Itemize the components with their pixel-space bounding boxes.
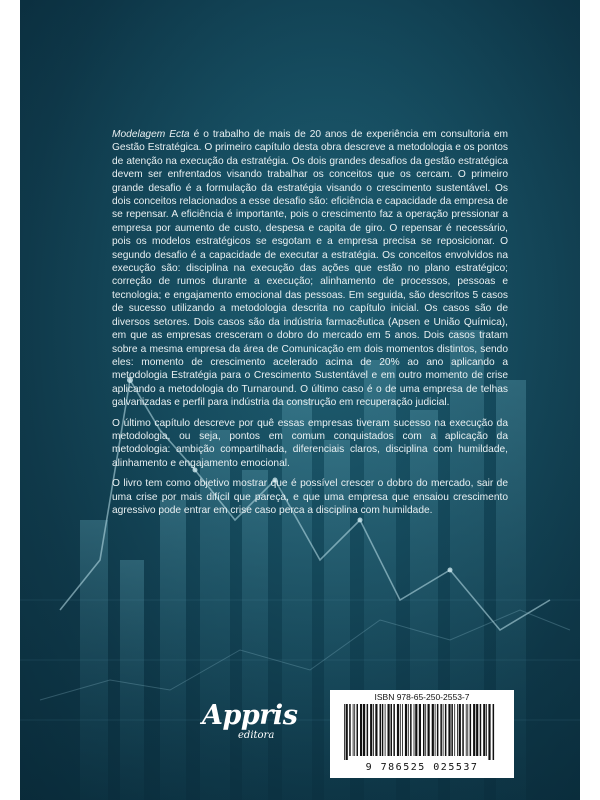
barcode-bar — [440, 704, 442, 756]
blurb-paragraph-1 — [112, 128, 508, 410]
barcode-bar — [480, 704, 482, 756]
barcode-bar — [451, 704, 453, 756]
barcode-bar — [466, 704, 467, 756]
barcode-bar — [415, 704, 417, 756]
barcode-bar — [462, 704, 464, 756]
barcode-bar — [476, 704, 478, 756]
barcode-bar — [483, 704, 485, 756]
barcode-bar — [375, 704, 377, 756]
barcode-bar — [349, 704, 351, 756]
barcode-bar — [360, 704, 362, 756]
barcode-bar — [402, 704, 403, 756]
barcode-bar — [448, 704, 450, 756]
barcode-bars — [342, 704, 502, 760]
barcode-bar — [393, 704, 395, 756]
barcode-bar — [373, 704, 374, 756]
barcode-bar — [437, 704, 439, 756]
barcode-bar — [428, 704, 430, 756]
barcode-bar — [397, 704, 399, 756]
barcode-bar — [380, 704, 382, 756]
barcode-bar — [425, 704, 426, 756]
publisher-subtitle: editora — [238, 730, 275, 741]
blurb-paragraph-1-text: é o trabalho de mais de 20 anos de experiência em consultoria em Gestão Estratégica. O primeiro capítulo desta obra descreve a metodologia e os pontos de atenção na execução da estratégia. Os dois grandes desafios da gestão estratégica devem ser enfrentados visando trabalhar os conceitos que os cercam. O primeiro grande desafio é a formulação da estratégia visando o crescimento sustentável. Os dois conceitos relacionados a esse desafio são: eficiência e capacidade da empresa de se repensar. A eficiência é importante, pois o crescimento faz a operação pressionar a empresa por aumento de custo, despesa e capita de giro. O repensar é necessário, pois os modelos estratégicos se esgotam e a empresa precisa se reposicionar. O segundo desafio é a capacidade de executar a estratégia. Os conceitos envolvidos na execução são: disciplina na execução das ações que estão no plano estratégico; correção de rumos durante a execução; alinhamento de processos, pessoas e tecnologia; e engajamento emocional das pessoas. Em seguida, são descritos 5 casos de sucesso utilizando a metodologia descrita no capítulo inicial. Os casos são de diversos setores. Dois casos são da indústria farmacêutica (Apsen e União Química), em que as empresas cresceram o dobro do mercado em 5 anos. Dois casos tratam sobre a mesma empresa da área de Comunicação em dois momentos distintos, sendo eles: momento de crescimento acelerado acima de 20% ao ano aplicando a metodologia Estratégia para o Crescimento Sustentável e em outro momento de crise aplicando a metodologia do Turnaround. O último caso é o de uma empresa de telhas galvanizadas e perfil para indústria da construção em recuperação judicial. — [112, 129, 508, 409]
barcode-bar — [367, 704, 369, 756]
isbn-label: ISBN 978-65-250-2553-7 — [374, 692, 470, 702]
barcode-bar — [432, 704, 434, 756]
barcode-bar — [454, 704, 455, 756]
barcode-bar — [363, 704, 365, 756]
blurb-paragraph-2: O último capítulo descreve por quê essas empresas tiveram sucesso na execução da metodologia, ou seja, pontos em comum conquistados com a aplicação da metodologia: ambição compartilhada, diferenciais claros, disciplina com humildade, alinhamento e engajamento emocional. — [112, 417, 508, 469]
barcode-bar — [353, 704, 354, 756]
barcode-bar — [470, 704, 472, 756]
barcode-bar — [419, 704, 421, 756]
publisher-logo — [202, 700, 298, 750]
barcode-bar — [493, 704, 495, 760]
barcode-bar — [354, 704, 355, 756]
barcode-bar — [385, 704, 386, 756]
barcode-bar — [357, 704, 359, 756]
book-title-emphasis: Modelagem Ecta — [112, 129, 190, 140]
barcode-bar — [400, 704, 401, 756]
barcode-bar — [443, 704, 444, 756]
barcode-bar — [457, 704, 458, 756]
barcode-bar — [382, 704, 384, 756]
barcode-bar — [391, 704, 393, 756]
barcode-digits: 9 786525 025537 — [365, 762, 479, 773]
barcode-bar — [370, 704, 372, 756]
blurb-paragraph-3: O livro tem como objetivo mostrar que é possível crescer o dobro do mercado, sair de uma crise por mais difícil que pareça, e que uma empresa que ensaiou crescimento agressivo pode entrar em crise caso perca a disciplina com humildade. — [112, 478, 508, 516]
barcode-bar — [414, 704, 415, 756]
barcode-bar — [473, 704, 475, 756]
barcode-bar — [408, 704, 409, 756]
barcode-bar — [445, 704, 447, 756]
isbn-barcode — [330, 690, 514, 778]
barcode-bar — [486, 704, 487, 756]
barcode-bar — [467, 704, 468, 756]
barcode-bar — [388, 704, 390, 756]
barcode-bar — [423, 704, 425, 756]
barcode-bar — [410, 704, 412, 756]
barcode-bar — [459, 704, 461, 756]
barcode-bar — [346, 704, 348, 760]
barcode-bar — [405, 704, 407, 756]
barcode-bar — [435, 704, 436, 756]
publisher-name: Appris — [202, 700, 298, 731]
barcode-bar — [488, 704, 490, 760]
back-cover-blurb — [112, 128, 508, 524]
back-cover — [20, 0, 580, 800]
barcode-bar — [344, 704, 345, 760]
